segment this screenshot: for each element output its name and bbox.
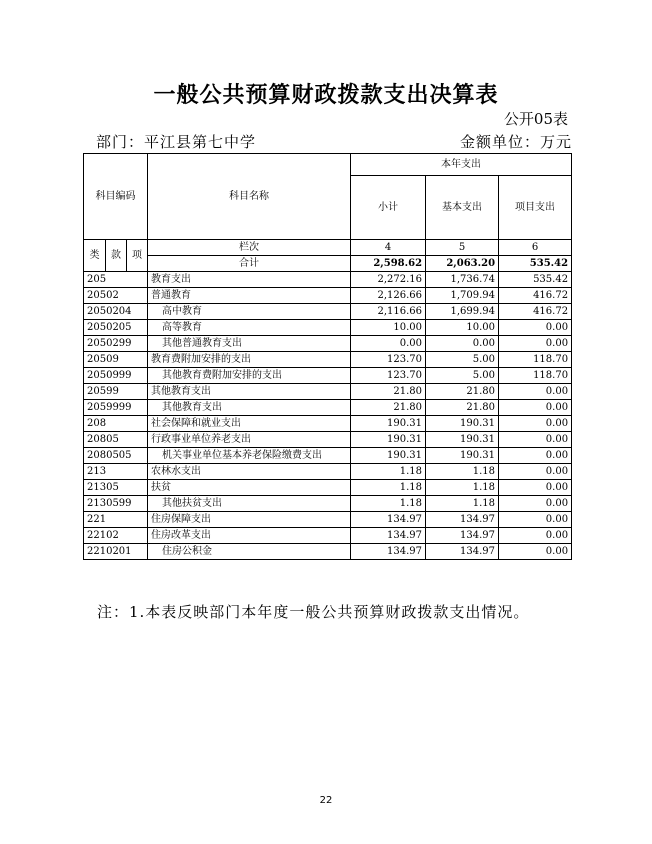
row-subtotal: 2,272.16 — [351, 272, 426, 288]
row-code: 205 — [84, 272, 148, 288]
row-code: 20805 — [84, 432, 148, 448]
row-code: 2050205 — [84, 320, 148, 336]
row-subtotal: 134.97 — [351, 528, 426, 544]
expenditure-table — [83, 153, 572, 560]
row-basic: 1,699.94 — [426, 304, 499, 320]
row-name: 扶贫 — [148, 480, 351, 496]
row-basic: 190.31 — [426, 432, 499, 448]
row-project: 0.00 — [499, 464, 572, 480]
row-name: 机关事业单位基本养老保险缴费支出 — [148, 448, 351, 464]
row-project: 0.00 — [499, 496, 572, 512]
row-basic: 1.18 — [426, 480, 499, 496]
table-row — [84, 448, 572, 464]
row-code: 21305 — [84, 480, 148, 496]
row-name: 住房改革支出 — [148, 528, 351, 544]
row-project: 118.70 — [499, 368, 572, 384]
row-project: 118.70 — [499, 352, 572, 368]
footnote: 注：1.本表反映部门本年度一般公共预算财政拨款支出情况。 — [97, 603, 530, 621]
row-subtotal: 1.18 — [351, 480, 426, 496]
row-name: 农林水支出 — [148, 464, 351, 480]
row-subtotal: 190.31 — [351, 448, 426, 464]
table-row — [84, 304, 572, 320]
row-basic: 134.97 — [426, 512, 499, 528]
row-code: 2050299 — [84, 336, 148, 352]
header-code: 科目编码 — [84, 154, 148, 240]
form-number: 公开05表 — [503, 110, 568, 128]
row-project: 0.00 — [499, 512, 572, 528]
header-lei: 类 — [84, 240, 106, 272]
row-code: 20599 — [84, 384, 148, 400]
row-basic: 1.18 — [426, 464, 499, 480]
row-subtotal: 2,116.66 — [351, 304, 426, 320]
row-basic: 5.00 — [426, 352, 499, 368]
row-subtotal: 1.18 — [351, 464, 426, 480]
table-row — [84, 416, 572, 432]
row-name: 行政事业单位养老支出 — [148, 432, 351, 448]
row-project: 0.00 — [499, 432, 572, 448]
row-name: 其他扶贫支出 — [148, 496, 351, 512]
row-name: 教育费附加安排的支出 — [148, 352, 351, 368]
row-code: 20502 — [84, 288, 148, 304]
row-basic: 190.31 — [426, 416, 499, 432]
col-index-6: 6 — [499, 240, 572, 256]
table-row — [84, 512, 572, 528]
row-code: 2050999 — [84, 368, 148, 384]
table-row — [84, 496, 572, 512]
row-project: 0.00 — [499, 528, 572, 544]
row-subtotal: 0.00 — [351, 336, 426, 352]
header-xiang: 项 — [127, 240, 148, 272]
table-row — [84, 272, 572, 288]
row-basic: 134.97 — [426, 544, 499, 560]
row-code: 22102 — [84, 528, 148, 544]
header-group: 本年支出 — [351, 154, 572, 176]
row-basic: 134.97 — [426, 528, 499, 544]
row-subtotal: 123.70 — [351, 368, 426, 384]
row-basic: 10.00 — [426, 320, 499, 336]
row-basic: 1,709.94 — [426, 288, 499, 304]
row-basic: 190.31 — [426, 448, 499, 464]
table-row — [84, 528, 572, 544]
table-row — [84, 352, 572, 368]
col-index-4: 4 — [351, 240, 426, 256]
total-project: 535.42 — [499, 256, 572, 272]
row-code: 221 — [84, 512, 148, 528]
table-row — [84, 336, 572, 352]
table-row — [84, 320, 572, 336]
row-name: 教育支出 — [148, 272, 351, 288]
row-name: 社会保障和就业支出 — [148, 416, 351, 432]
row-code: 208 — [84, 416, 148, 432]
header-project: 项目支出 — [499, 176, 572, 240]
header-basic: 基本支出 — [426, 176, 499, 240]
department-label: 部门：平江县第七中学 — [96, 133, 257, 151]
row-name: 高等教育 — [148, 320, 351, 336]
row-code: 2080505 — [84, 448, 148, 464]
row-project: 0.00 — [499, 400, 572, 416]
table-row — [84, 464, 572, 480]
row-basic: 0.00 — [426, 336, 499, 352]
row-subtotal: 134.97 — [351, 512, 426, 528]
table-row — [84, 544, 572, 560]
row-code: 2210201 — [84, 544, 148, 560]
row-project: 0.00 — [499, 448, 572, 464]
row-subtotal: 1.18 — [351, 496, 426, 512]
row-project: 0.00 — [499, 336, 572, 352]
row-subtotal: 21.80 — [351, 384, 426, 400]
row-subtotal: 134.97 — [351, 544, 426, 560]
lanci-row — [84, 240, 572, 256]
row-name: 高中教育 — [148, 304, 351, 320]
row-subtotal: 21.80 — [351, 400, 426, 416]
table-row — [84, 480, 572, 496]
row-name: 其他教育支出 — [148, 384, 351, 400]
row-code: 2059999 — [84, 400, 148, 416]
header-kuan: 款 — [106, 240, 127, 272]
row-subtotal: 190.31 — [351, 416, 426, 432]
page-title: 一般公共预算财政拨款支出决算表 — [153, 83, 499, 108]
lanci-label: 栏次 — [148, 240, 351, 256]
total-basic: 2,063.20 — [426, 256, 499, 272]
row-project: 0.00 — [499, 480, 572, 496]
row-code: 2050204 — [84, 304, 148, 320]
row-basic: 1,736.74 — [426, 272, 499, 288]
table-row — [84, 384, 572, 400]
row-project: 416.72 — [499, 304, 572, 320]
row-subtotal: 2,126.66 — [351, 288, 426, 304]
page-number: 22 — [319, 795, 333, 806]
row-basic: 1.18 — [426, 496, 499, 512]
table-row — [84, 368, 572, 384]
header-row-1 — [84, 154, 572, 176]
row-basic: 5.00 — [426, 368, 499, 384]
row-code: 213 — [84, 464, 148, 480]
table-row — [84, 432, 572, 448]
table-row — [84, 288, 572, 304]
row-subtotal: 190.31 — [351, 432, 426, 448]
header-name: 科目名称 — [148, 154, 351, 240]
row-name: 普通教育 — [148, 288, 351, 304]
row-code: 20509 — [84, 352, 148, 368]
unit-label: 金额单位：万元 — [459, 133, 572, 151]
col-index-5: 5 — [426, 240, 499, 256]
row-subtotal: 10.00 — [351, 320, 426, 336]
total-label: 合计 — [148, 256, 351, 272]
row-name: 其他普通教育支出 — [148, 336, 351, 352]
row-basic: 21.80 — [426, 384, 499, 400]
row-code: 2130599 — [84, 496, 148, 512]
row-project: 0.00 — [499, 544, 572, 560]
row-project: 535.42 — [499, 272, 572, 288]
row-name: 其他教育费附加安排的支出 — [148, 368, 351, 384]
row-project: 0.00 — [499, 320, 572, 336]
total-row — [84, 256, 572, 272]
row-project: 0.00 — [499, 384, 572, 400]
header-subtotal: 小计 — [351, 176, 426, 240]
row-subtotal: 123.70 — [351, 352, 426, 368]
table-row — [84, 400, 572, 416]
row-project: 0.00 — [499, 416, 572, 432]
total-subtotal: 2,598.62 — [351, 256, 426, 272]
row-project: 416.72 — [499, 288, 572, 304]
row-basic: 21.80 — [426, 400, 499, 416]
row-name: 住房公积金 — [148, 544, 351, 560]
row-name: 其他教育支出 — [148, 400, 351, 416]
row-name: 住房保障支出 — [148, 512, 351, 528]
